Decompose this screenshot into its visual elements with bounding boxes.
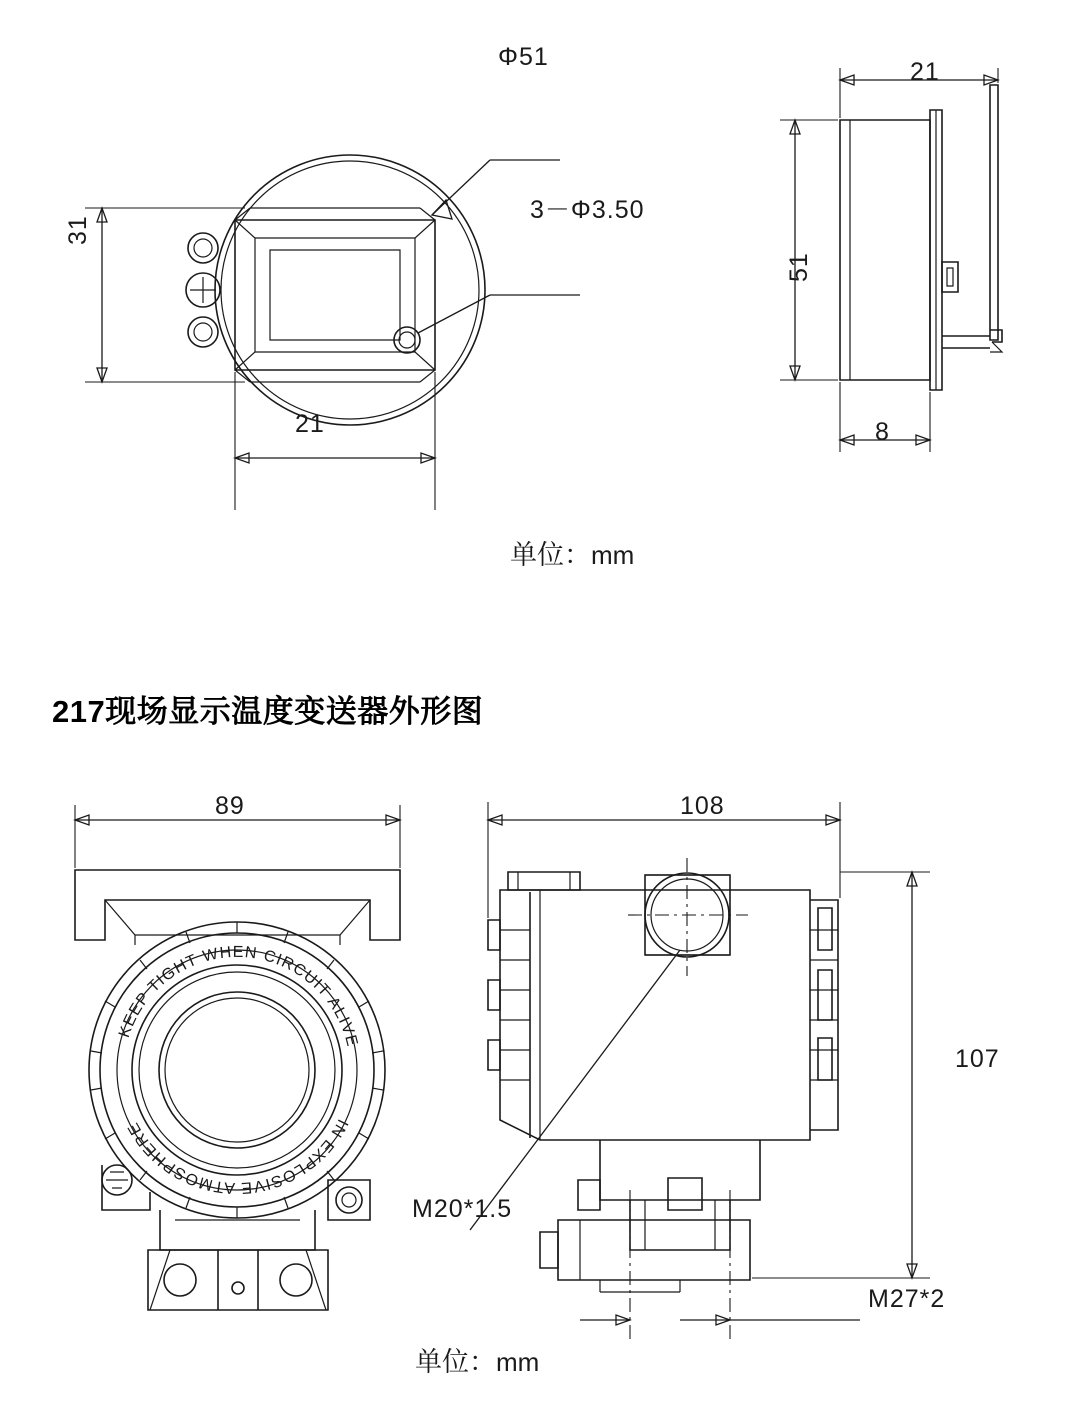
section-title-217: 217现场显示温度变送器外形图 (52, 694, 484, 729)
display-module-outline-figure (0, 0, 1080, 620)
unit-note-top (510, 533, 634, 572)
dim-depth-8: 8 (875, 418, 890, 446)
transmitter-outline-figure (0, 760, 1080, 1420)
thread-callout-m20: M20*1.5 (412, 1195, 513, 1223)
side-view-graphic (640, 40, 1060, 520)
housing-ring-text-top: KEEP TIGHT WHEN CIRCUIT ALIVE (116, 943, 361, 1049)
transmitter-side-view-graphic (430, 780, 990, 1340)
dim-height-31: 31 (64, 215, 92, 245)
unit-note-top-cn: 单位： (510, 540, 591, 570)
dim-width-21-front: 21 (295, 410, 325, 438)
dim-width-108: 108 (680, 792, 725, 820)
dim-height-107: 107 (955, 1045, 1000, 1073)
unit-note-bottom-cn: 单位： (415, 1347, 496, 1377)
unit-note-bottom (415, 1340, 539, 1379)
unit-note-bottom-value: mm (496, 1347, 540, 1377)
dim-diameter-51: Φ51 (498, 43, 549, 71)
housing-ring-text-bottom: IN EXPLOSIVE ATMOSPHERE (124, 1116, 351, 1197)
thread-callout-m27: M27*2 (868, 1285, 946, 1313)
front-view-graphic (60, 40, 620, 560)
dim-hole-callout: 3－Φ3.50 (530, 196, 645, 224)
unit-note-top-value: mm (591, 540, 635, 570)
dim-height-51: 51 (785, 252, 813, 282)
dim-width-89: 89 (215, 792, 245, 820)
dim-width-21-side: 21 (910, 58, 940, 86)
